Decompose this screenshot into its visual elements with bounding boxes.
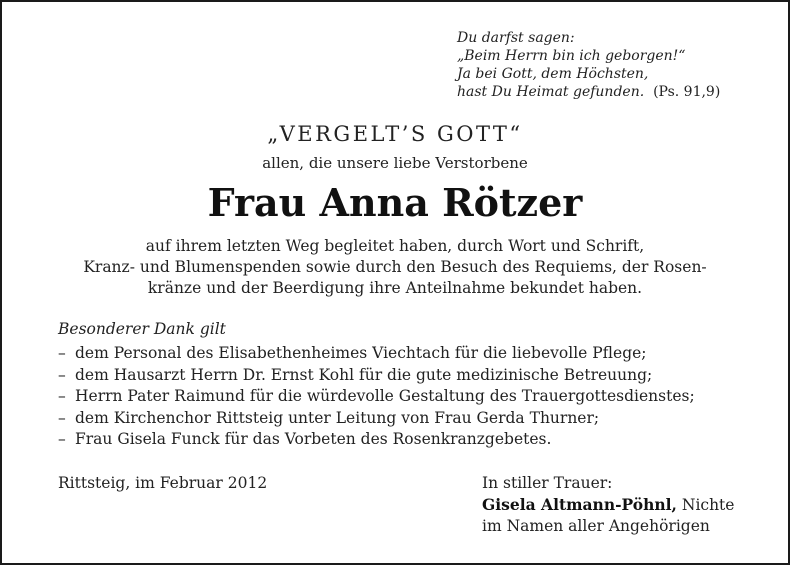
- list-item: [58, 365, 758, 387]
- list-item: [58, 343, 758, 365]
- intro-text: allen, die unsere liebe Verstorbene: [262, 154, 528, 172]
- thanks-line: auf ihrem letzten Weg begleitet haben, durch Wort und Schrift,: [145, 237, 645, 255]
- signature-intro: In stiller Trauer:: [482, 474, 613, 492]
- list-item: [58, 429, 758, 451]
- dash-bullet: –: [58, 430, 66, 448]
- list-item-text: Herrn Pater Raimund für die würdevolle Gestaltung des Trauergottesdienstes;: [75, 387, 695, 405]
- psalm-quote: [457, 29, 720, 101]
- psalm-line: Du darfst sagen:: [457, 30, 575, 46]
- list-item-text: dem Kirchenchor Rittsteig unter Leitung von Frau Gerda Thurner;: [75, 408, 600, 427]
- signature-line: [482, 494, 734, 516]
- thanks-paragraph: [42, 236, 748, 299]
- deceased-name: Frau Anna Rötzer: [207, 180, 583, 225]
- heading-vergelts-gott: „VERGELT’S GOTT“: [267, 122, 523, 146]
- psalm-line: [457, 83, 720, 101]
- dash-bullet: –: [58, 365, 66, 384]
- special-thanks-heading: Besonderer Dank gilt: [58, 320, 226, 338]
- signer-relation: Nichte: [681, 496, 735, 514]
- special-thanks-list: [58, 343, 758, 451]
- signer-name: Gisela Altmann-Pöhnl,: [482, 495, 677, 514]
- place-date: Rittsteig, im Februar 2012: [58, 474, 268, 492]
- psalm-line: Ja bei Gott, dem Höchsten,: [457, 66, 649, 82]
- list-item: [58, 386, 758, 408]
- psalm-line-text: hast Du Heimat gefunden.: [457, 84, 645, 100]
- list-item-text: dem Hausarzt Herrn Dr. Ernst Kohl für die gute medizinische Betreuung;: [75, 365, 653, 384]
- dash-bullet: –: [58, 344, 66, 362]
- psalm-reference: (Ps. 91,9): [653, 84, 721, 100]
- psalm-line: „Beim Herrn bin ich geborgen!“: [457, 48, 686, 64]
- list-item: [58, 408, 758, 430]
- list-item-text: Frau Gisela Funck für das Vorbeten des Rosenkranzgebetes.: [75, 430, 552, 448]
- dash-bullet: –: [58, 387, 66, 405]
- list-item-text: dem Personal des Elisabethenheimes Viechtach für die liebevolle Pflege;: [75, 344, 647, 362]
- thanks-line: Kranz- und Blumenspenden sowie durch den Besuch des Requiems, der Rosen-: [83, 258, 707, 276]
- thanks-line: kränze und der Beerdigung ihre Anteilnahme bekundet haben.: [147, 279, 643, 297]
- dash-bullet: –: [58, 408, 66, 427]
- signature-block: [482, 473, 734, 537]
- signature-family: im Namen aller Angehörigen: [482, 517, 710, 535]
